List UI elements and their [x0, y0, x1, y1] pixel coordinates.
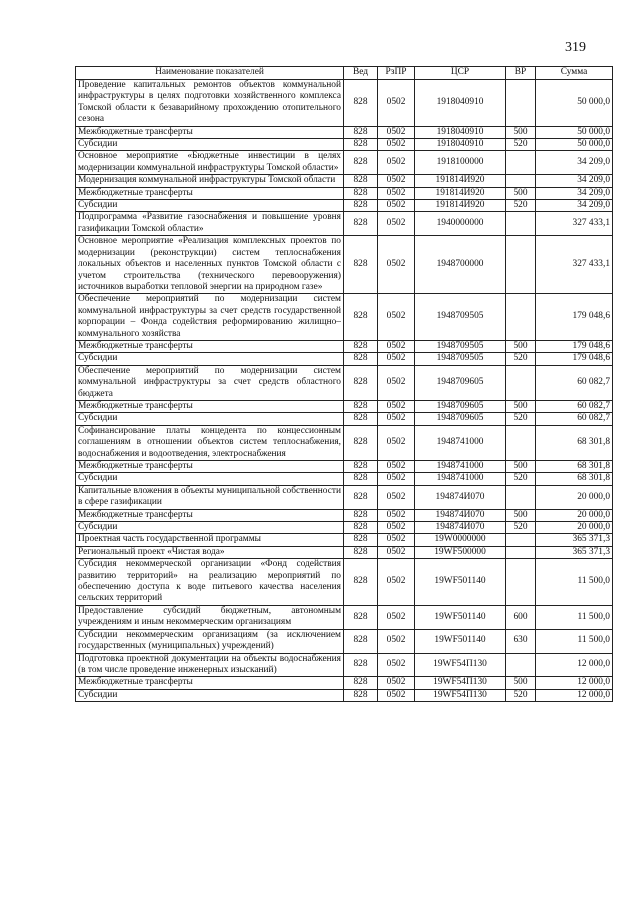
- table-row: [76, 236, 613, 294]
- cell-sum: 60 082,7: [536, 413, 613, 425]
- cell-name: Субсидия некоммерческой организации «Фонд содействия развитию территорий» на реализацию мероприятий по обеспечению доступа к воде питьевого качества населения сельских территорий: [76, 559, 344, 606]
- cell-ved: 828: [344, 212, 378, 236]
- cell-sum: 68 301,8: [536, 473, 613, 485]
- cell-sum: 327 433,1: [536, 212, 613, 236]
- cell-csr: 1948700000: [415, 236, 506, 294]
- cell-name: Модернизация коммунальной инфраструктуры Томской области: [76, 175, 344, 187]
- cell-csr: 19WF54П130: [415, 677, 506, 689]
- cell-rzpr: 0502: [378, 546, 415, 558]
- table-row: [76, 126, 613, 138]
- cell-name: Проведение капитальных ремонтов объектов коммунальной инфраструктуры в целях подготовки хозяйственного комплекса Томской области к безаварийному прохождению отопительного сезона: [76, 80, 344, 127]
- cell-sum: 11 500,0: [536, 559, 613, 606]
- cell-rzpr: 0502: [378, 559, 415, 606]
- cell-sum: 12 000,0: [536, 653, 613, 677]
- cell-ved: 828: [344, 461, 378, 473]
- cell-vr: 520: [506, 353, 536, 365]
- cell-ved: 828: [344, 559, 378, 606]
- table-header: [76, 67, 613, 80]
- cell-vr: [506, 365, 536, 400]
- cell-sum: 50 000,0: [536, 126, 613, 138]
- cell-vr: [506, 485, 536, 509]
- cell-rzpr: 0502: [378, 689, 415, 701]
- cell-vr: [506, 534, 536, 546]
- cell-sum: 179 048,6: [536, 353, 613, 365]
- cell-csr: 19WF54П130: [415, 653, 506, 677]
- cell-sum: 50 000,0: [536, 80, 613, 127]
- cell-name: Подготовка проектной документации на объекты водоснабжения (в том числе проведение инженерных изысканий): [76, 653, 344, 677]
- cell-name: Межбюджетные трансферты: [76, 340, 344, 352]
- cell-rzpr: 0502: [378, 485, 415, 509]
- cell-vr: [506, 175, 536, 187]
- cell-csr: 1948709605: [415, 413, 506, 425]
- cell-csr: 191814И920: [415, 175, 506, 187]
- cell-ved: 828: [344, 80, 378, 127]
- cell-rzpr: 0502: [378, 294, 415, 341]
- cell-vr: 500: [506, 340, 536, 352]
- cell-csr: 1940000000: [415, 212, 506, 236]
- cell-vr: [506, 559, 536, 606]
- cell-csr: 19WF501140: [415, 605, 506, 629]
- cell-vr: [506, 425, 536, 460]
- cell-name: Обеспечение мероприятий по модернизации систем коммунальной инфраструктуры за счет средств областного бюджета: [76, 365, 344, 400]
- cell-sum: 20 000,0: [536, 509, 613, 521]
- cell-sum: 11 500,0: [536, 605, 613, 629]
- cell-sum: 34 209,0: [536, 187, 613, 199]
- cell-sum: 12 000,0: [536, 689, 613, 701]
- cell-vr: 520: [506, 473, 536, 485]
- cell-ved: 828: [344, 353, 378, 365]
- cell-csr: 1948709605: [415, 365, 506, 400]
- cell-sum: 365 371,3: [536, 534, 613, 546]
- cell-vr: [506, 653, 536, 677]
- table-row: [76, 605, 613, 629]
- table-row: [76, 400, 613, 412]
- table-row: [76, 365, 613, 400]
- cell-ved: 828: [344, 413, 378, 425]
- cell-name: Межбюджетные трансферты: [76, 400, 344, 412]
- cell-sum: 20 000,0: [536, 522, 613, 534]
- table-row: [76, 151, 613, 175]
- cell-csr: 1948709605: [415, 400, 506, 412]
- table-row: [76, 653, 613, 677]
- cell-rzpr: 0502: [378, 212, 415, 236]
- cell-ved: 828: [344, 294, 378, 341]
- cell-csr: 191814И920: [415, 200, 506, 212]
- cell-rzpr: 0502: [378, 605, 415, 629]
- cell-ved: 828: [344, 340, 378, 352]
- cell-csr: 19WF501140: [415, 629, 506, 653]
- cell-csr: 1918040910: [415, 80, 506, 127]
- cell-sum: 34 209,0: [536, 151, 613, 175]
- cell-csr: 194874И070: [415, 509, 506, 521]
- cell-name: Софинансирование платы концедента по концессионным соглашениям в отношении объектов систем теплоснабжения, водоснабжения и водоотведения, электроснабжения: [76, 425, 344, 460]
- table-row: [76, 340, 613, 352]
- header-ved: Вед: [344, 67, 378, 80]
- cell-rzpr: 0502: [378, 425, 415, 460]
- cell-rzpr: 0502: [378, 365, 415, 400]
- cell-csr: 1948741000: [415, 461, 506, 473]
- cell-vr: 500: [506, 187, 536, 199]
- cell-rzpr: 0502: [378, 534, 415, 546]
- cell-name: Региональный проект «Чистая вода»: [76, 546, 344, 558]
- table-row: [76, 559, 613, 606]
- cell-vr: 520: [506, 413, 536, 425]
- cell-vr: [506, 151, 536, 175]
- cell-ved: 828: [344, 473, 378, 485]
- cell-rzpr: 0502: [378, 80, 415, 127]
- cell-vr: 520: [506, 522, 536, 534]
- cell-name: Проектная часть государственной программы: [76, 534, 344, 546]
- table-row: [76, 485, 613, 509]
- cell-vr: 630: [506, 629, 536, 653]
- cell-ved: 828: [344, 126, 378, 138]
- cell-ved: 828: [344, 485, 378, 509]
- cell-csr: 194874И070: [415, 522, 506, 534]
- table-row: [76, 473, 613, 485]
- cell-sum: 50 000,0: [536, 139, 613, 151]
- table-row: [76, 175, 613, 187]
- cell-rzpr: 0502: [378, 139, 415, 151]
- cell-rzpr: 0502: [378, 340, 415, 352]
- cell-vr: [506, 294, 536, 341]
- cell-vr: 500: [506, 509, 536, 521]
- cell-sum: 34 209,0: [536, 175, 613, 187]
- header-vr: ВР: [506, 67, 536, 80]
- table-row: [76, 629, 613, 653]
- cell-name: Основное мероприятие «Бюджетные инвестиции в целях модернизации коммунальной инфраструктуры Томской области»: [76, 151, 344, 175]
- cell-name: Субсидии некоммерческим организациям (за исключением государственных (муниципальных) учреждений): [76, 629, 344, 653]
- cell-name: Субсидии: [76, 353, 344, 365]
- cell-name: Основное мероприятие «Реализация комплексных проектов по модернизации (реконструкции) систем теплоснабжения локальных объектов и населенных пунктов Томской области с учетом строительства (технического перевооружения) источников выработки тепловой энергии на природном газе»: [76, 236, 344, 294]
- table-row: [76, 353, 613, 365]
- cell-sum: 365 371,3: [536, 546, 613, 558]
- cell-csr: 19WF54П130: [415, 689, 506, 701]
- cell-ved: 828: [344, 653, 378, 677]
- cell-vr: [506, 236, 536, 294]
- cell-ved: 828: [344, 629, 378, 653]
- cell-ved: 828: [344, 546, 378, 558]
- cell-vr: 600: [506, 605, 536, 629]
- cell-rzpr: 0502: [378, 509, 415, 521]
- cell-name: Субсидии: [76, 473, 344, 485]
- cell-sum: 68 301,8: [536, 425, 613, 460]
- table-row: [76, 461, 613, 473]
- header-csr: ЦСР: [415, 67, 506, 80]
- cell-sum: 60 082,7: [536, 400, 613, 412]
- cell-name: Межбюджетные трансферты: [76, 461, 344, 473]
- cell-rzpr: 0502: [378, 200, 415, 212]
- table-row: [76, 187, 613, 199]
- cell-rzpr: 0502: [378, 353, 415, 365]
- table-row: [76, 522, 613, 534]
- cell-sum: 179 048,6: [536, 340, 613, 352]
- cell-ved: 828: [344, 534, 378, 546]
- cell-name: Субсидии: [76, 139, 344, 151]
- cell-rzpr: 0502: [378, 126, 415, 138]
- cell-csr: 1948741000: [415, 425, 506, 460]
- table-row: [76, 677, 613, 689]
- cell-vr: 500: [506, 400, 536, 412]
- table-row: [76, 689, 613, 701]
- cell-csr: 1948709505: [415, 340, 506, 352]
- cell-name: Субсидии: [76, 689, 344, 701]
- cell-sum: 11 500,0: [536, 629, 613, 653]
- table-row: [76, 212, 613, 236]
- cell-ved: 828: [344, 236, 378, 294]
- cell-csr: 1948709505: [415, 294, 506, 341]
- cell-rzpr: 0502: [378, 187, 415, 199]
- cell-vr: [506, 212, 536, 236]
- table-row: [76, 546, 613, 558]
- table-row: [76, 80, 613, 127]
- header-rzpr: РзПР: [378, 67, 415, 80]
- table-row: [76, 413, 613, 425]
- cell-ved: 828: [344, 365, 378, 400]
- cell-name: Межбюджетные трансферты: [76, 509, 344, 521]
- cell-name: Межбюджетные трансферты: [76, 126, 344, 138]
- cell-ved: 828: [344, 139, 378, 151]
- header-sum: Сумма: [536, 67, 613, 80]
- cell-vr: 520: [506, 139, 536, 151]
- table-row: [76, 139, 613, 151]
- cell-rzpr: 0502: [378, 629, 415, 653]
- cell-rzpr: 0502: [378, 175, 415, 187]
- table-row: [76, 294, 613, 341]
- cell-ved: 828: [344, 677, 378, 689]
- budget-table: [75, 66, 613, 702]
- cell-rzpr: 0502: [378, 413, 415, 425]
- cell-rzpr: 0502: [378, 473, 415, 485]
- cell-ved: 828: [344, 175, 378, 187]
- cell-vr: [506, 80, 536, 127]
- cell-csr: 1918040910: [415, 139, 506, 151]
- cell-vr: 500: [506, 126, 536, 138]
- cell-name: Обеспечение мероприятий по модернизации систем коммунальной инфраструктуры за счет средств государственной корпорации – Фонда содействия реформированию жилищно–коммунального хозяйства: [76, 294, 344, 341]
- table-row: [76, 425, 613, 460]
- cell-name: Субсидии: [76, 200, 344, 212]
- cell-sum: 327 433,1: [536, 236, 613, 294]
- cell-vr: [506, 546, 536, 558]
- cell-name: Капитальные вложения в объекты муниципальной собственности в сфере газификации: [76, 485, 344, 509]
- cell-csr: 19W0000000: [415, 534, 506, 546]
- cell-csr: 1918040910: [415, 126, 506, 138]
- cell-rzpr: 0502: [378, 677, 415, 689]
- cell-name: Субсидии: [76, 413, 344, 425]
- cell-csr: 1948709505: [415, 353, 506, 365]
- cell-sum: 68 301,8: [536, 461, 613, 473]
- cell-name: Предоставление субсидий бюджетным, автономным учреждениям и иным некоммерческим организациям: [76, 605, 344, 629]
- cell-ved: 828: [344, 200, 378, 212]
- table-row: [76, 200, 613, 212]
- cell-ved: 828: [344, 425, 378, 460]
- cell-rzpr: 0502: [378, 461, 415, 473]
- cell-rzpr: 0502: [378, 236, 415, 294]
- cell-csr: 194874И070: [415, 485, 506, 509]
- cell-sum: 20 000,0: [536, 485, 613, 509]
- cell-ved: 828: [344, 509, 378, 521]
- cell-name: Межбюджетные трансферты: [76, 187, 344, 199]
- cell-sum: 12 000,0: [536, 677, 613, 689]
- table-row: [76, 534, 613, 546]
- table-row: [76, 509, 613, 521]
- cell-vr: 500: [506, 677, 536, 689]
- cell-name: Подпрограмма «Развитие газоснабжения и повышение уровня газификации Томской области»: [76, 212, 344, 236]
- cell-rzpr: 0502: [378, 151, 415, 175]
- cell-rzpr: 0502: [378, 653, 415, 677]
- cell-ved: 828: [344, 187, 378, 199]
- cell-rzpr: 0502: [378, 400, 415, 412]
- cell-vr: 520: [506, 689, 536, 701]
- cell-rzpr: 0502: [378, 522, 415, 534]
- header-row: [76, 67, 613, 80]
- cell-ved: 828: [344, 605, 378, 629]
- header-name: Наименование показателей: [76, 67, 344, 80]
- cell-csr: 191814И920: [415, 187, 506, 199]
- cell-csr: 19WF501140: [415, 559, 506, 606]
- cell-csr: 19WF500000: [415, 546, 506, 558]
- page-number: 319: [565, 40, 586, 55]
- cell-ved: 828: [344, 522, 378, 534]
- cell-sum: 60 082,7: [536, 365, 613, 400]
- cell-csr: 1918100000: [415, 151, 506, 175]
- table-body: [76, 80, 613, 702]
- cell-sum: 34 209,0: [536, 200, 613, 212]
- cell-vr: 500: [506, 461, 536, 473]
- cell-ved: 828: [344, 151, 378, 175]
- cell-name: Межбюджетные трансферты: [76, 677, 344, 689]
- cell-sum: 179 048,6: [536, 294, 613, 341]
- cell-name: Субсидии: [76, 522, 344, 534]
- cell-vr: 520: [506, 200, 536, 212]
- cell-csr: 1948741000: [415, 473, 506, 485]
- cell-ved: 828: [344, 689, 378, 701]
- cell-ved: 828: [344, 400, 378, 412]
